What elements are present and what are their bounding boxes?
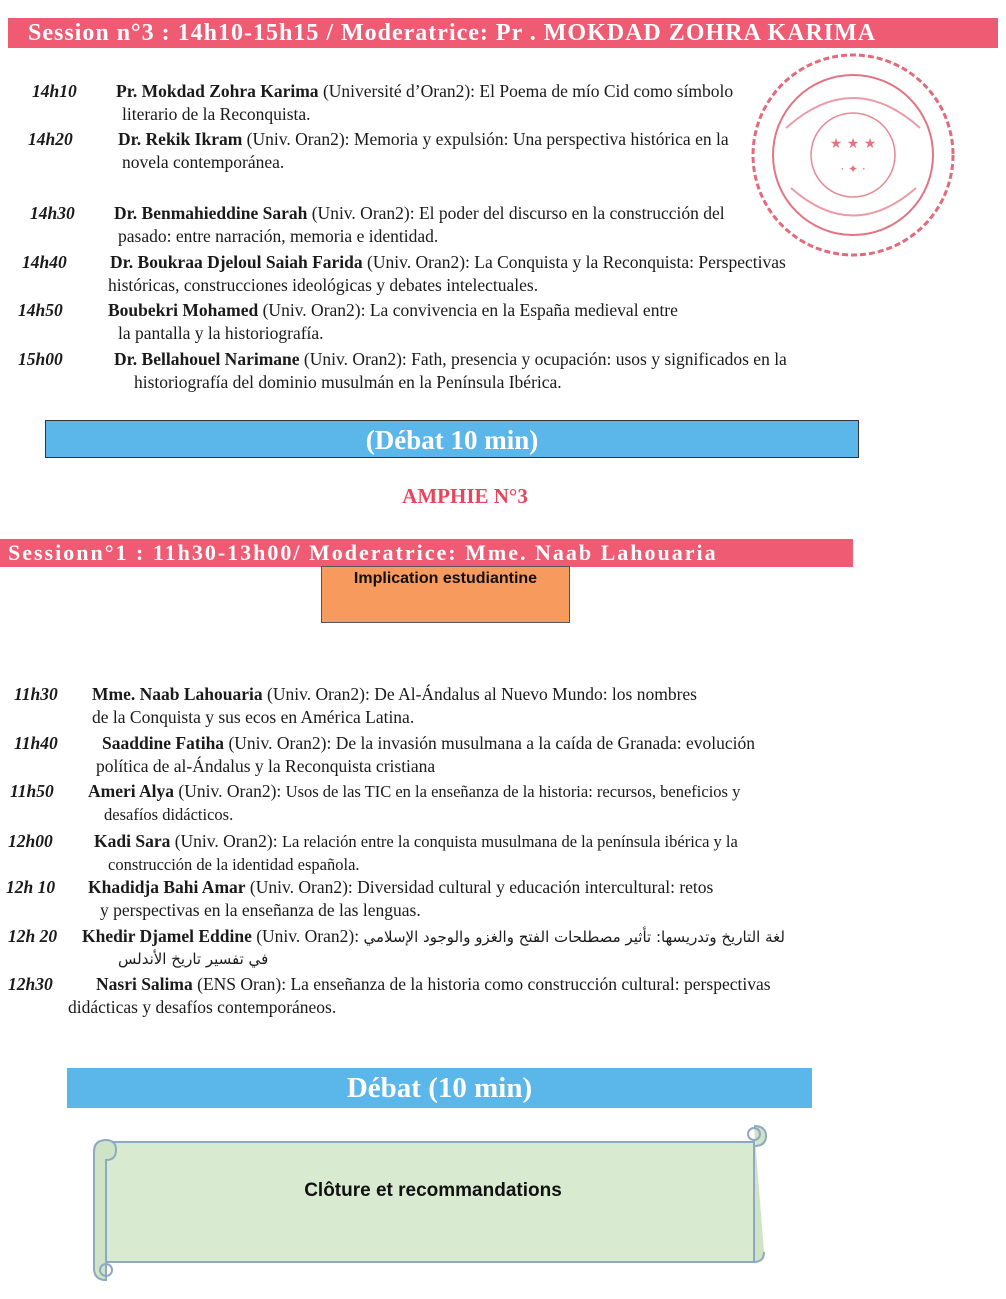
speaker-name: Boubekri Mohamed [108, 300, 259, 320]
entry-time: 12h30 [8, 974, 53, 994]
talk-title-continued: literario de la Reconquista. [122, 104, 311, 124]
entry-line1 [114, 348, 787, 371]
talk-title-continued: novela contemporánea. [122, 152, 285, 172]
session3-entry [0, 202, 1000, 250]
talk-title-continued: política de al-Ándalus y la Reconquista cristiana [96, 756, 436, 776]
entry-time: 11h50 [10, 781, 54, 801]
entry-time: 14h10 [32, 81, 77, 101]
talk-title-continued: pasado: entre narración, memoria e identidad. [118, 226, 439, 246]
session1-entry [0, 876, 1000, 924]
speaker-name: Pr. Mokdad Zohra Karima [116, 81, 319, 101]
svg-text:★ ★ ★: ★ ★ ★ [829, 136, 877, 152]
speaker-name: Khedir Djamel Eddine [82, 926, 252, 946]
talk-title-continued: y perspectivas en la enseñanza de las lenguas. [100, 900, 421, 920]
entry-line1 [82, 925, 785, 949]
speaker-affiliation: (Univ. Oran2): [170, 831, 282, 851]
talk-title: De la invasión musulmana a la caída de Granada: evolución [335, 733, 756, 753]
session3-banner: Session n°3 : 14h10-15h15 / Moderatrice: Pr . MOKDAD ZOHRA KARIMA [8, 18, 998, 48]
entry-time: 11h40 [14, 733, 58, 753]
speaker-affiliation: (Univ. Oran2): [224, 733, 336, 753]
entry-line1 [92, 683, 697, 706]
session3-entry [0, 299, 1000, 347]
talk-title: Usos de las TIC en la enseñanza de la historia: recursos, beneficios y [285, 782, 741, 801]
talk-title: Memoria y expulsión: Una perspectiva histórica en la [353, 129, 729, 149]
speaker-name: Dr. Bellahouel Narimane [114, 349, 300, 369]
speaker-affiliation: (Univ. Oran2): [262, 684, 375, 704]
session3-debate-bar: (Débat 10 min) [45, 420, 859, 458]
speaker-affiliation: (Univ. Oran2): [242, 129, 354, 149]
talk-title: Diversidad cultural y educación intercultural: retos [357, 877, 714, 897]
entry-line1 [110, 251, 786, 274]
session1-entry [0, 732, 1000, 780]
talk-title: Fath, presencia y ocupación: usos y significados en la [411, 349, 787, 369]
closing-label: Clôture et recommandations [304, 1180, 562, 1201]
talk-title: De Al-Ándalus al Nuevo Mundo: los nombres [374, 684, 697, 704]
talk-title: La enseñanza de la historia como construcción cultural: perspectivas [290, 974, 771, 994]
entry-time: 11h30 [14, 684, 58, 704]
speaker-name: Dr. Boukraa Djeloul Saiah Farida [110, 252, 363, 272]
speaker-affiliation: (Univ. Oran2): [245, 877, 358, 897]
talk-title-continued: de la Conquista y sus ecos en América Latina. [92, 707, 415, 727]
speaker-name: Ameri Alya [88, 781, 175, 801]
session3-entry [0, 128, 1000, 176]
speaker-name: Saaddine Fatiha [102, 733, 225, 753]
speaker-name: Nasri Salima [96, 974, 193, 994]
talk-title: La relación entre la conquista musulmana de la península ibérica y la [281, 832, 738, 851]
speaker-affiliation: (Univ. Oran2): [362, 252, 475, 272]
entry-time: 14h20 [28, 129, 73, 149]
entry-line1 [114, 202, 725, 225]
talk-title-continued: didácticas y desafíos contemporáneos. [68, 997, 337, 1017]
session1-entry [0, 925, 1000, 973]
talk-title-continued: في تفسير تاريخ الأندلس [118, 950, 269, 968]
entry-line1 [88, 876, 713, 899]
speaker-name: Dr. Rekik Ikram [118, 129, 243, 149]
amphie-heading: AMPHIE N°3 [402, 484, 528, 508]
entry-time: 12h00 [8, 831, 53, 851]
entry-line1 [88, 780, 740, 803]
speaker-affiliation: (Univ. Oran2): [258, 300, 370, 320]
speaker-affiliation: (Univ. Oran2): [251, 926, 364, 946]
speaker-name: Kadi Sara [94, 831, 171, 851]
entry-time: 12h 10 [6, 877, 56, 897]
svg-text:· ✦ ·: · ✦ · [840, 162, 866, 176]
entry-time: 15h00 [18, 349, 63, 369]
speaker-affiliation: (Univ. Oran2): [174, 781, 286, 801]
implication-label: Implication estudiantine [353, 570, 538, 587]
session3-entry [0, 80, 1000, 128]
talk-title-continued: desafíos didácticos. [104, 805, 234, 824]
talk-title: La convivencia en la España medieval entre [369, 300, 678, 320]
entry-line1 [108, 299, 678, 322]
speaker-name: Dr. Benmahieddine Sarah [114, 203, 308, 223]
entry-line1 [102, 732, 755, 755]
session1-entry [0, 830, 1000, 878]
session1-entry [0, 683, 1000, 731]
speaker-affiliation: (Université d’Oran2): [318, 81, 480, 101]
entry-line1 [94, 830, 738, 853]
entry-time: 12h 20 [8, 926, 58, 946]
talk-title-continued: construcción de la identidad española. [108, 855, 360, 874]
session1-entry [0, 973, 1000, 1021]
entry-line1 [116, 80, 733, 103]
speaker-name: Mme. Naab Lahouaria [92, 684, 263, 704]
entry-line1 [96, 973, 771, 996]
session1-debate-bar: Débat (10 min) [67, 1068, 812, 1108]
session1-entry [0, 780, 1000, 828]
talk-title: لغة التاريخ وتدريسها: تأثير مصطلحات الفتح والغزو والوجود الإسلامي [363, 928, 785, 946]
scroll-banner-icon [88, 1120, 770, 1286]
entry-line1 [118, 128, 729, 151]
talk-title: El Poema de mío Cid como símbolo [479, 81, 734, 101]
talk-title-continued: históricas, construcciones ideológicas y debates intelectuales. [108, 275, 539, 295]
speaker-affiliation: (ENS Oran): [192, 974, 291, 994]
talk-title: El poder del discurso en la construcción del [418, 203, 725, 223]
session3-entry [0, 348, 1000, 396]
session1-banner: Sessionn°1 : 11h30-13h00/ Moderatrice: Mme. Naab Lahouaria [0, 539, 853, 567]
entry-time: 14h40 [22, 252, 67, 272]
implication-box [321, 566, 570, 623]
talk-title-continued: historiografía del dominio musulmán en la Península Ibérica. [134, 372, 562, 392]
talk-title-continued: la pantalla y la historiografía. [118, 323, 324, 343]
speaker-affiliation: (Univ. Oran2): [299, 349, 412, 369]
talk-title: La Conquista y la Reconquista: Perspectivas [474, 252, 786, 272]
session3-entry [0, 251, 1000, 299]
entry-time: 14h30 [30, 203, 75, 223]
speaker-affiliation: (Univ. Oran2): [307, 203, 419, 223]
speaker-name: Khadidja Bahi Amar [88, 877, 246, 897]
entry-time: 14h50 [18, 300, 63, 320]
